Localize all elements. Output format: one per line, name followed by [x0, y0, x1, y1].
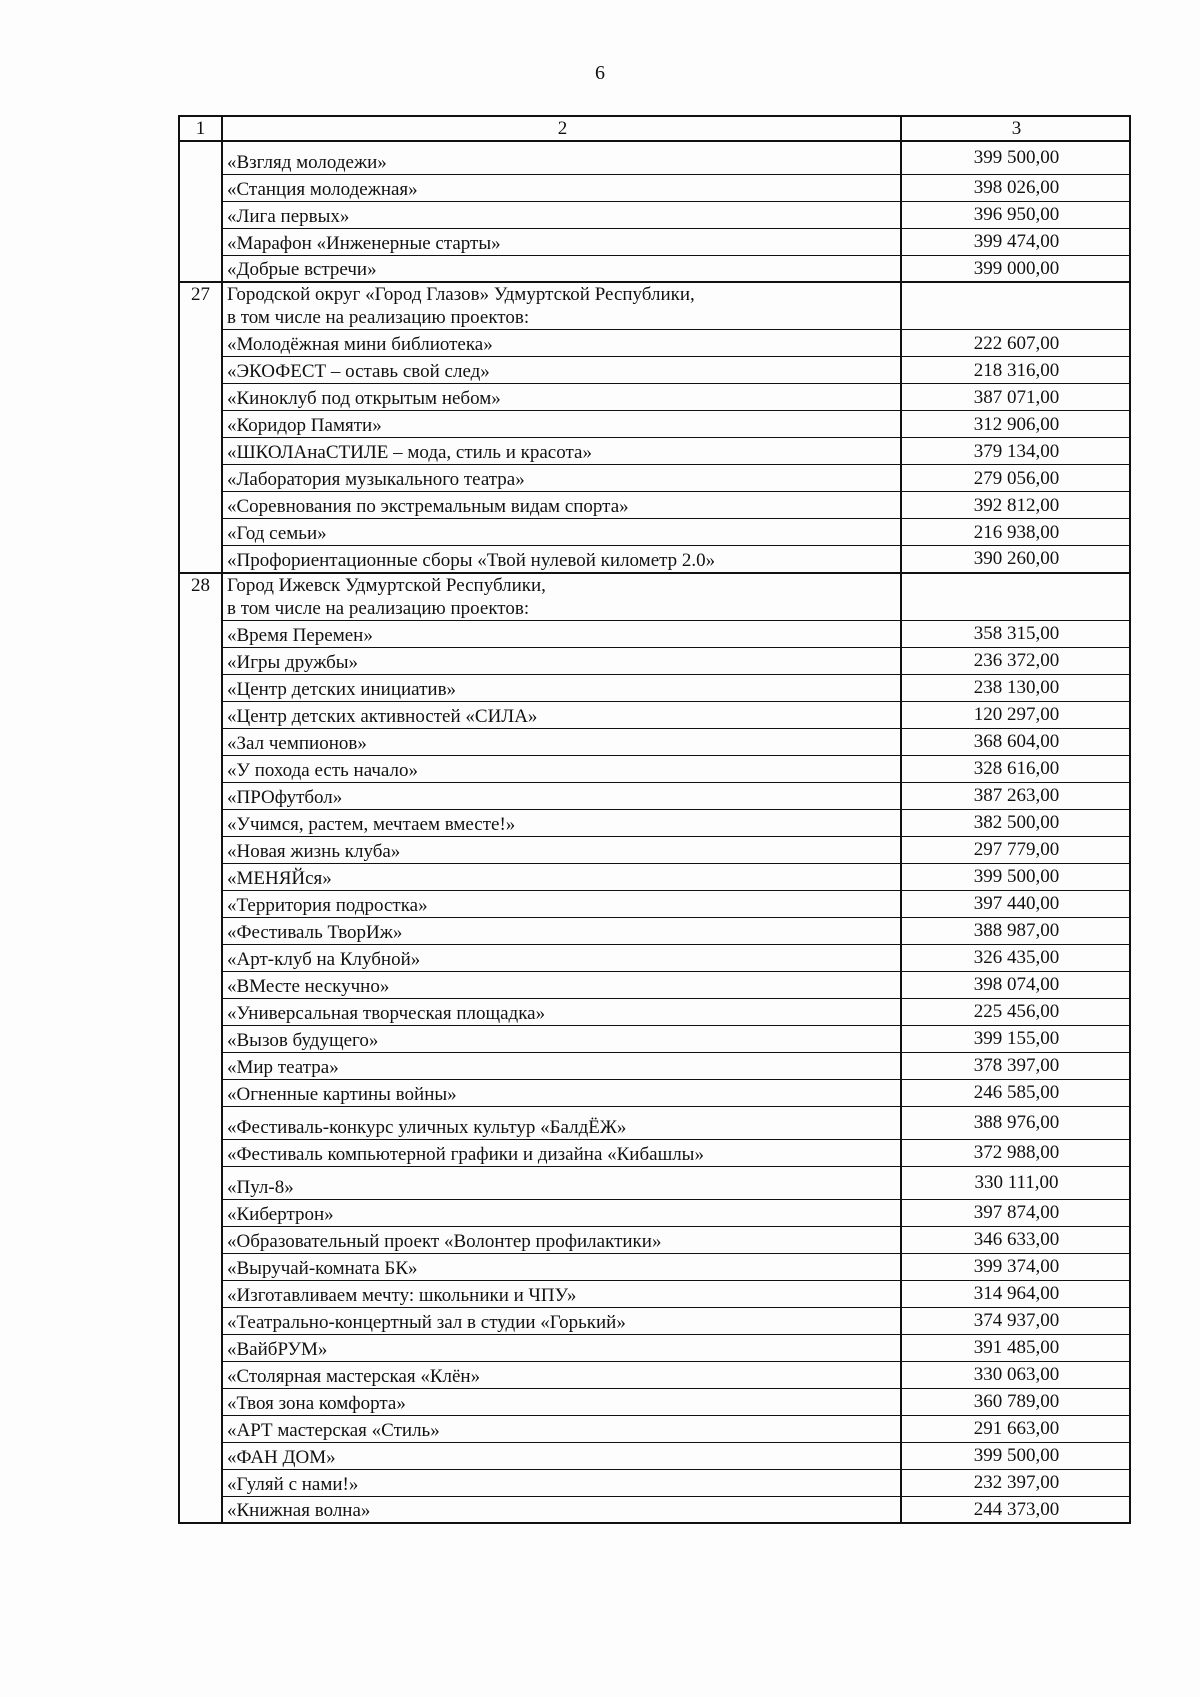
project-amount: 388 976,00 — [901, 1106, 1130, 1139]
table-row — [179, 330, 1130, 357]
project-name: «ФАН ДОМ» — [222, 1442, 901, 1469]
project-name: «Твоя зона комфорта» — [222, 1388, 901, 1415]
table-row — [179, 674, 1130, 701]
table-row — [179, 1253, 1130, 1280]
table-row — [179, 1280, 1130, 1307]
row-number — [179, 1253, 222, 1280]
project-amount: 396 950,00 — [901, 201, 1130, 228]
project-amount: 236 372,00 — [901, 647, 1130, 674]
project-name: «У похода есть начало» — [222, 755, 901, 782]
table-row — [179, 998, 1130, 1025]
row-number — [179, 1139, 222, 1166]
project-amount: 328 616,00 — [901, 755, 1130, 782]
row-number — [179, 1415, 222, 1442]
project-amount: 399 500,00 — [901, 1442, 1130, 1469]
project-amount: 297 779,00 — [901, 836, 1130, 863]
row-number — [179, 546, 222, 573]
projects-table — [178, 115, 1131, 1524]
project-name: «ЭКОФЕСТ – оставь свой след» — [222, 357, 901, 384]
project-name: «Станция молодежная» — [222, 174, 901, 201]
row-number — [179, 228, 222, 255]
row-number — [179, 971, 222, 998]
header-col-1: 1 — [179, 116, 222, 141]
table-row — [179, 944, 1130, 971]
project-name: «Игры дружбы» — [222, 647, 901, 674]
project-name: «Центр детских активностей «СИЛА» — [222, 701, 901, 728]
project-name: «ВайбРУМ» — [222, 1334, 901, 1361]
project-amount: 399 155,00 — [901, 1025, 1130, 1052]
row-number — [179, 519, 222, 546]
project-amount: 374 937,00 — [901, 1307, 1130, 1334]
row-number — [179, 438, 222, 465]
row-number — [179, 1388, 222, 1415]
table-row — [179, 620, 1130, 647]
project-amount: 372 988,00 — [901, 1139, 1130, 1166]
project-name: «Фестиваль-конкурс уличных культур «БалдЁЖ» — [222, 1106, 901, 1139]
projects-table-body — [179, 116, 1130, 1523]
table-row — [179, 1307, 1130, 1334]
row-number — [179, 647, 222, 674]
table-row — [179, 411, 1130, 438]
row-number: 27 — [179, 282, 222, 330]
row-number — [179, 1334, 222, 1361]
project-name: «Огненные картины войны» — [222, 1079, 901, 1106]
table-row — [179, 228, 1130, 255]
project-name: «Добрые встречи» — [222, 255, 901, 282]
project-name: «Универсальная творческая площадка» — [222, 998, 901, 1025]
project-amount: 399 500,00 — [901, 863, 1130, 890]
table-row — [179, 519, 1130, 546]
row-number — [179, 809, 222, 836]
row-number — [179, 701, 222, 728]
project-amount: 246 585,00 — [901, 1079, 1130, 1106]
project-name: «Образовательный проект «Волонтер профилактики» — [222, 1226, 901, 1253]
table-row — [179, 836, 1130, 863]
project-name: «Соревнования по экстремальным видам спорта» — [222, 492, 901, 519]
project-amount: 391 485,00 — [901, 1334, 1130, 1361]
table-row — [179, 755, 1130, 782]
table-row — [179, 971, 1130, 998]
project-name: «Столярная мастерская «Клён» — [222, 1361, 901, 1388]
section-row — [179, 282, 1130, 330]
project-name: «Коридор Памяти» — [222, 411, 901, 438]
project-name: «Театрально-концертный зал в студии «Горький» — [222, 1307, 901, 1334]
project-amount: 382 500,00 — [901, 809, 1130, 836]
project-name: «АРТ мастерская «Стиль» — [222, 1415, 901, 1442]
project-amount: 387 263,00 — [901, 782, 1130, 809]
project-amount — [901, 282, 1130, 330]
project-amount: 291 663,00 — [901, 1415, 1130, 1442]
table-row — [179, 1106, 1130, 1139]
row-number — [179, 782, 222, 809]
table-row — [179, 357, 1130, 384]
project-amount: 398 074,00 — [901, 971, 1130, 998]
project-amount: 326 435,00 — [901, 944, 1130, 971]
table-row — [179, 1469, 1130, 1496]
table-row — [179, 917, 1130, 944]
row-number — [179, 1307, 222, 1334]
table-row — [179, 728, 1130, 755]
project-name: «Центр детских инициатив» — [222, 674, 901, 701]
row-number — [179, 174, 222, 201]
row-number — [179, 141, 222, 174]
project-amount: 225 456,00 — [901, 998, 1130, 1025]
project-name: «Книжная волна» — [222, 1496, 901, 1523]
project-name: «ПРОфутбол» — [222, 782, 901, 809]
project-amount: 346 633,00 — [901, 1226, 1130, 1253]
table-row — [179, 1226, 1130, 1253]
row-number — [179, 755, 222, 782]
row-number: 28 — [179, 573, 222, 621]
page-number: 6 — [595, 62, 605, 84]
table-row — [179, 1025, 1130, 1052]
project-amount: 244 373,00 — [901, 1496, 1130, 1523]
project-amount: 379 134,00 — [901, 438, 1130, 465]
project-amount: 390 260,00 — [901, 546, 1130, 573]
row-number — [179, 1025, 222, 1052]
table-row — [179, 890, 1130, 917]
row-number — [179, 674, 222, 701]
project-name: «Вызов будущего» — [222, 1025, 901, 1052]
table-row — [179, 1079, 1130, 1106]
row-number — [179, 998, 222, 1025]
project-name: «Профориентационные сборы «Твой нулевой километр 2.0» — [222, 546, 901, 573]
row-number — [179, 1199, 222, 1226]
table-row — [179, 863, 1130, 890]
project-amount: 392 812,00 — [901, 492, 1130, 519]
project-amount: 216 938,00 — [901, 519, 1130, 546]
table-row — [179, 1334, 1130, 1361]
project-name: «Гуляй с нами!» — [222, 1469, 901, 1496]
row-number — [179, 255, 222, 282]
row-number — [179, 620, 222, 647]
row-number — [179, 1106, 222, 1139]
project-name: «Арт-клуб на Клубной» — [222, 944, 901, 971]
table-row — [179, 465, 1130, 492]
project-amount: 399 474,00 — [901, 228, 1130, 255]
table-row — [179, 384, 1130, 411]
row-number — [179, 944, 222, 971]
table-row — [179, 1199, 1130, 1226]
project-name: «Время Перемен» — [222, 620, 901, 647]
project-name: «Зал чемпионов» — [222, 728, 901, 755]
table-row — [179, 255, 1130, 282]
project-name: «Кибертрон» — [222, 1199, 901, 1226]
table-row — [179, 1415, 1130, 1442]
row-number — [179, 728, 222, 755]
project-amount: 399 374,00 — [901, 1253, 1130, 1280]
project-name: «Пул-8» — [222, 1166, 901, 1199]
table-header-row — [179, 116, 1130, 141]
row-number — [179, 465, 222, 492]
section-row — [179, 573, 1130, 621]
table-row — [179, 1496, 1130, 1523]
municipality-name: Город Ижевск Удмуртской Республики, в том числе на реализацию проектов: — [222, 573, 901, 621]
project-amount: 397 440,00 — [901, 890, 1130, 917]
table-row — [179, 701, 1130, 728]
row-number — [179, 357, 222, 384]
project-amount: 397 874,00 — [901, 1199, 1130, 1226]
project-amount: 398 026,00 — [901, 174, 1130, 201]
table-row — [179, 174, 1130, 201]
project-amount: 279 056,00 — [901, 465, 1130, 492]
project-amount: 358 315,00 — [901, 620, 1130, 647]
project-name: «Новая жизнь клуба» — [222, 836, 901, 863]
table-row — [179, 1388, 1130, 1415]
header-col-2: 2 — [222, 116, 901, 141]
table-row — [179, 438, 1130, 465]
project-name: «Марафон «Инженерные старты» — [222, 228, 901, 255]
row-number — [179, 201, 222, 228]
project-amount: 387 071,00 — [901, 384, 1130, 411]
project-name: «Взгляд молодежи» — [222, 141, 901, 174]
project-amount: 378 397,00 — [901, 1052, 1130, 1079]
row-number — [179, 1226, 222, 1253]
project-name: «Учимся, растем, мечтаем вместе!» — [222, 809, 901, 836]
project-name: «Фестиваль ТворИж» — [222, 917, 901, 944]
row-number — [179, 1052, 222, 1079]
project-amount: 368 604,00 — [901, 728, 1130, 755]
project-amount: 314 964,00 — [901, 1280, 1130, 1307]
row-number — [179, 330, 222, 357]
table-row — [179, 782, 1130, 809]
project-name: «Изготавливаем мечту: школьники и ЧПУ» — [222, 1280, 901, 1307]
table-row — [179, 1052, 1130, 1079]
project-name: «Киноклуб под открытым небом» — [222, 384, 901, 411]
table-row — [179, 492, 1130, 519]
project-amount: 330 063,00 — [901, 1361, 1130, 1388]
project-name: «Молодёжная мини библиотека» — [222, 330, 901, 357]
project-amount: 120 297,00 — [901, 701, 1130, 728]
table-row — [179, 1442, 1130, 1469]
project-amount: 238 130,00 — [901, 674, 1130, 701]
row-number — [179, 492, 222, 519]
row-number — [179, 890, 222, 917]
project-amount: 222 607,00 — [901, 330, 1130, 357]
table-row — [179, 141, 1130, 174]
row-number — [179, 1361, 222, 1388]
project-name: «ВМесте нескучно» — [222, 971, 901, 998]
project-name: «Территория подростка» — [222, 890, 901, 917]
project-amount: 360 789,00 — [901, 1388, 1130, 1415]
project-amount: 330 111,00 — [901, 1166, 1130, 1199]
project-name: «Лига первых» — [222, 201, 901, 228]
project-name: «Фестиваль компьютерной графики и дизайна «Кибашлы» — [222, 1139, 901, 1166]
row-number — [179, 1166, 222, 1199]
header-col-3: 3 — [901, 116, 1130, 141]
row-number — [179, 411, 222, 438]
project-amount: 218 316,00 — [901, 357, 1130, 384]
project-amount: 312 906,00 — [901, 411, 1130, 438]
row-number — [179, 384, 222, 411]
project-name: «Мир театра» — [222, 1052, 901, 1079]
project-amount — [901, 573, 1130, 621]
project-name: «ШКОЛАнаСТИЛЕ – мода, стиль и красота» — [222, 438, 901, 465]
table-row — [179, 1139, 1130, 1166]
row-number — [179, 1469, 222, 1496]
row-number — [179, 1442, 222, 1469]
project-name: «МЕНЯЙся» — [222, 863, 901, 890]
project-name: «Год семьи» — [222, 519, 901, 546]
table-row — [179, 1166, 1130, 1199]
table-row — [179, 809, 1130, 836]
project-name: «Лаборатория музыкального театра» — [222, 465, 901, 492]
row-number — [179, 917, 222, 944]
table-row — [179, 647, 1130, 674]
project-amount: 232 397,00 — [901, 1469, 1130, 1496]
table-row — [179, 546, 1130, 573]
table-row — [179, 1361, 1130, 1388]
row-number — [179, 863, 222, 890]
row-number — [179, 1079, 222, 1106]
project-amount: 388 987,00 — [901, 917, 1130, 944]
project-name: «Выручай-комната БК» — [222, 1253, 901, 1280]
row-number — [179, 836, 222, 863]
municipality-name: Городской округ «Город Глазов» Удмуртской Республики, в том числе на реализацию проектов: — [222, 282, 901, 330]
row-number — [179, 1496, 222, 1523]
row-number — [179, 1280, 222, 1307]
project-amount: 399 500,00 — [901, 141, 1130, 174]
table-row — [179, 201, 1130, 228]
project-amount: 399 000,00 — [901, 255, 1130, 282]
